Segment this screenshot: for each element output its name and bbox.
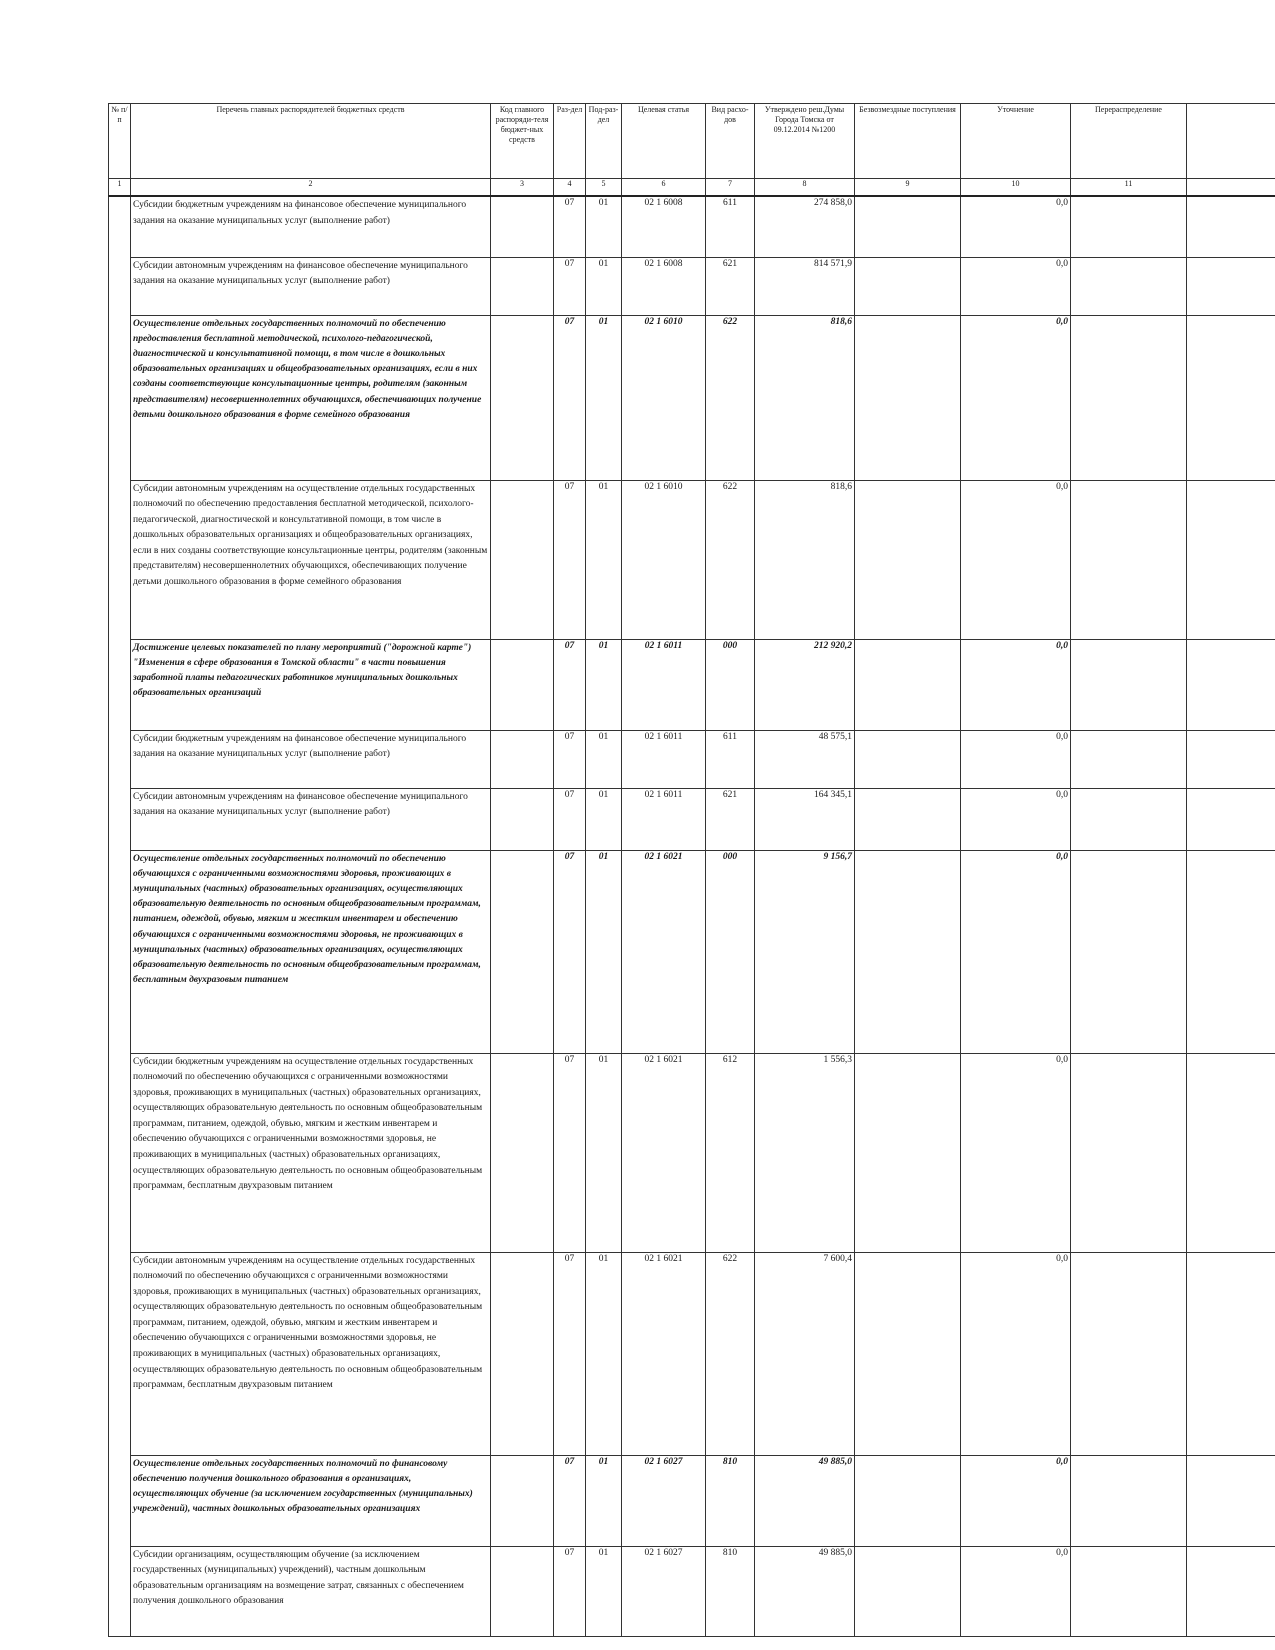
header-col-target: Целевая статья [622,104,706,179]
table-row [109,1053,1275,1252]
header-col-number: № п/п [109,104,131,179]
row-approved: 818,6 [755,315,855,480]
row-type: 622 [706,1252,755,1455]
row-target: 02 1 6011 [622,730,706,788]
column-number-row [109,179,1275,197]
row-change: 0,0 [961,315,1071,480]
row-section: 07 [554,730,586,788]
row-code [491,1455,554,1546]
row-section: 07 [554,639,586,730]
row-donations [855,480,961,639]
row-approved: 9 156,7 [755,850,855,1053]
row-extra [1187,1455,1275,1546]
column-number: 11 [1071,179,1187,197]
row-type: 810 [706,1546,755,1636]
row-redistribution [1071,1546,1187,1636]
row-subsection: 01 [586,257,622,315]
row-donations [855,257,961,315]
row-type: 622 [706,315,755,480]
table-row [109,850,1275,1053]
row-section: 07 [554,1053,586,1252]
row-target: 02 1 6027 [622,1455,706,1546]
row-donations [855,850,961,1053]
column-number: 5 [586,179,622,197]
row-change: 0,0 [961,1455,1071,1546]
column-number [1187,179,1275,197]
row-code [491,480,554,639]
row-donations [855,1455,961,1546]
column-number: 8 [755,179,855,197]
table-row [109,315,1275,480]
row-approved: 49 885,0 [755,1455,855,1546]
row-extra [1187,1053,1275,1252]
row-section: 07 [554,1252,586,1455]
row-type: 611 [706,196,755,257]
row-redistribution [1071,850,1187,1053]
row-change: 0,0 [961,257,1071,315]
column-number: 9 [855,179,961,197]
row-name: Субсидии организациям, осуществляющим обучение (за исключением государственных (муниципальных) учреждений), частным дошкольным образовательным организациям на возмещение затрат, связанных с обеспечением получения дошкольного образования [131,1546,491,1636]
row-extra [1187,730,1275,788]
row-change: 0,0 [961,1053,1071,1252]
table-row [109,480,1275,639]
table-row [109,730,1275,788]
row-change: 0,0 [961,730,1071,788]
row-approved: 814 571,9 [755,257,855,315]
row-target: 02 1 6027 [622,1546,706,1636]
row-name: Субсидии автономным учреждениям на финансовое обеспечение муниципального задания на оказание муниципальных услуг (выполнение работ) [131,788,491,850]
row-subsection: 01 [586,639,622,730]
row-section: 07 [554,480,586,639]
row-redistribution [1071,1252,1187,1455]
row-redistribution [1071,730,1187,788]
row-change: 0,0 [961,1546,1071,1636]
row-change: 0,0 [961,850,1071,1053]
header-col-donations: Безвозмездные поступления [855,104,961,179]
row-change: 0,0 [961,639,1071,730]
row-approved: 818,6 [755,480,855,639]
row-type: 000 [706,639,755,730]
row-name: Осуществление отдельных государственных полномочий по финансовому обеспечению получения дошкольного образования в организациях, осуществляющих обучение (за исключением государственных (муниципальных) учреждений), частных дошкольных образовательных организациях [131,1455,491,1546]
row-name: Субсидии бюджетным учреждениям на финансовое обеспечение муниципального задания на оказание муниципальных услуг (выполнение работ) [131,196,491,257]
column-number: 6 [622,179,706,197]
row-subsection: 01 [586,788,622,850]
row-name: Субсидии бюджетным учреждениям на финансовое обеспечение муниципального задания на оказание муниципальных услуг (выполнение работ) [131,730,491,788]
row-target: 02 1 6011 [622,639,706,730]
row-type: 621 [706,788,755,850]
row-extra [1187,639,1275,730]
row-name: Субсидии бюджетным учреждениям на осуществление отдельных государственных полномочий по обеспечению обучающихся с ограниченными возможностями здоровья, проживающих в муниципальных (частных) образовательных организациях, осуществляющих образовательную деятельность по основным общеобразовательным программам, питанием, одеждой, обувью, мягким и жестким инвентарем и обеспечению обучающихся с ограниченными возможностями здоровья, не проживающих в муниципальных (частных) образовательных организациях, осуществляющих образовательную деятельность по основным общеобразовательным программам, бесплатным двухразовым питанием [131,1053,491,1252]
row-section: 07 [554,257,586,315]
row-donations [855,639,961,730]
table-row [109,1546,1275,1636]
row-target: 02 1 6010 [622,480,706,639]
budget-table [108,103,1275,1637]
row-redistribution [1071,257,1187,315]
row-type: 621 [706,257,755,315]
row-target: 02 1 6021 [622,850,706,1053]
row-code [491,315,554,480]
row-subsection: 01 [586,480,622,639]
row-name: Субсидии автономным учреждениям на осуществление отдельных государственных полномочий по обеспечению предоставления бесплатной методической, психолого-педагогической, диагностической и консультативной помощи, в том числе в дошкольных образовательных организациях и общеобразовательных организациях, если в них созданы соответствующие консультационные центры, родителям (законным представителям) несовершеннолетних обучающихся, обеспечивающих получение детьми дошкольного образования в форме семейного образования [131,480,491,639]
row-subsection: 01 [586,1455,622,1546]
column-number: 4 [554,179,586,197]
row-approved: 1 556,3 [755,1053,855,1252]
row-extra [1187,196,1275,257]
row-extra [1187,1546,1275,1636]
row-redistribution [1071,480,1187,639]
row-code [491,639,554,730]
row-donations [855,196,961,257]
row-code [491,1252,554,1455]
row-section: 07 [554,1455,586,1546]
table-row [109,788,1275,850]
row-redistribution [1071,639,1187,730]
row-change: 0,0 [961,480,1071,639]
row-target: 02 1 6008 [622,196,706,257]
row-target: 02 1 6011 [622,788,706,850]
column-number: 1 [109,179,131,197]
row-donations [855,788,961,850]
row-extra [1187,788,1275,850]
row-subsection: 01 [586,1546,622,1636]
header-col-subsection: Под-раз-дел [586,104,622,179]
row-extra [1187,315,1275,480]
row-section: 07 [554,850,586,1053]
table-row [109,1252,1275,1455]
row-change: 0,0 [961,788,1071,850]
row-target: 02 1 6010 [622,315,706,480]
row-type: 612 [706,1053,755,1252]
row-code [491,1053,554,1252]
column-number: 7 [706,179,755,197]
row-approved: 164 345,1 [755,788,855,850]
row-code [491,1546,554,1636]
header-row [109,104,1275,179]
header-col-code: Код главного распоряди-теля бюджет-ных средств [491,104,554,179]
row-approved: 212 920,2 [755,639,855,730]
row-type: 622 [706,480,755,639]
header-col-change: Уточнение [961,104,1071,179]
table-row [109,639,1275,730]
row-redistribution [1071,315,1187,480]
row-target: 02 1 6008 [622,257,706,315]
row-type: 000 [706,850,755,1053]
row-name: Субсидии автономным учреждениям на финансовое обеспечение муниципального задания на оказание муниципальных услуг (выполнение работ) [131,257,491,315]
header-col-type: Вид расхо-дов [706,104,755,179]
row-extra [1187,257,1275,315]
row-section: 07 [554,196,586,257]
row-extra [1187,1252,1275,1455]
row-change: 0,0 [961,196,1071,257]
row-code [491,257,554,315]
column-number: 3 [491,179,554,197]
row-redistribution [1071,196,1187,257]
row-code [491,730,554,788]
column-number: 10 [961,179,1071,197]
row-section: 07 [554,315,586,480]
row-code [491,196,554,257]
row-redistribution [1071,1053,1187,1252]
row-name: Достижение целевых показателей по плану мероприятий ("дорожной карте") "Изменения в сфере образования в Томской области" в части повышения заработной платы педагогических работников муниципальных дошкольных образовательных организаций [131,639,491,730]
row-code [491,788,554,850]
table-row [109,196,1275,257]
table-row [109,1455,1275,1546]
row-number-cell [109,196,131,1636]
row-name: Субсидии автономным учреждениям на осуществление отдельных государственных полномочий по обеспечению обучающихся с ограниченными возможностями здоровья, проживающих в муниципальных (частных) образовательных организациях, осуществляющих образовательную деятельность по основным общеобразовательным программам, питанием, одеждой, обувью, мягким и жестким инвентарем и обеспечению обучающихся с ограниченными возможностями здоровья, не проживающих в муниципальных (частных) образовательных организациях, осуществляющих образовательную деятельность по основным общеобразовательным программам, бесплатным двухразовым питанием [131,1252,491,1455]
header-col-extra [1187,104,1275,179]
row-redistribution [1071,1455,1187,1546]
row-target: 02 1 6021 [622,1252,706,1455]
row-redistribution [1071,788,1187,850]
row-name: Осуществление отдельных государственных полномочий по обеспечению обучающихся с ограниченными возможностями здоровья, проживающих в муниципальных (частных) образовательных организациях, осуществляющих образовательную деятельность по основным общеобразовательным программам, питанием, одеждой, обувью, мягким и жестким инвентарем и обеспечению обучающихся с ограниченными возможностями здоровья, не проживающих в муниципальных (частных) образовательных организациях, осуществляющих образовательную деятельность по основным общеобразовательным программам, бесплатным двухразовым питанием [131,850,491,1053]
row-target: 02 1 6021 [622,1053,706,1252]
budget-sheet [108,103,1275,1650]
row-subsection: 01 [586,1252,622,1455]
header-col-redistribution: Перераспределение [1071,104,1187,179]
row-code [491,850,554,1053]
row-donations [855,1546,961,1636]
row-name: Осуществление отдельных государственных полномочий по обеспечению предоставления бесплатной методической, психолого-педагогической, диагностической и консультативной помощи, в том числе в дошкольных образовательных организациях и общеобразовательных организациях, если в них созданы соответствующие консультационные центры, родителям (законным представителям) несовершеннолетних обучающихся, обеспечивающих получение детьми дошкольного образования в форме семейного образования [131,315,491,480]
row-subsection: 01 [586,315,622,480]
row-donations [855,1252,961,1455]
row-section: 07 [554,788,586,850]
row-approved: 49 885,0 [755,1546,855,1636]
row-donations [855,730,961,788]
header-col-section: Раз-дел [554,104,586,179]
row-section: 07 [554,1546,586,1636]
row-subsection: 01 [586,196,622,257]
table-row [109,257,1275,315]
row-change: 0,0 [961,1252,1071,1455]
row-type: 810 [706,1455,755,1546]
row-donations [855,1053,961,1252]
row-approved: 7 600,4 [755,1252,855,1455]
row-subsection: 01 [586,730,622,788]
row-extra [1187,850,1275,1053]
row-subsection: 01 [586,850,622,1053]
header-col-approved: Утверждено реш.Думы Города Томска от 09.12.2014 №1200 [755,104,855,179]
header-col-name: Перечень главных распорядителей бюджетных средств [131,104,491,179]
row-type: 611 [706,730,755,788]
column-number: 2 [131,179,491,197]
row-approved: 48 575,1 [755,730,855,788]
row-donations [855,315,961,480]
row-subsection: 01 [586,1053,622,1252]
row-approved: 274 858,0 [755,196,855,257]
row-extra [1187,480,1275,639]
